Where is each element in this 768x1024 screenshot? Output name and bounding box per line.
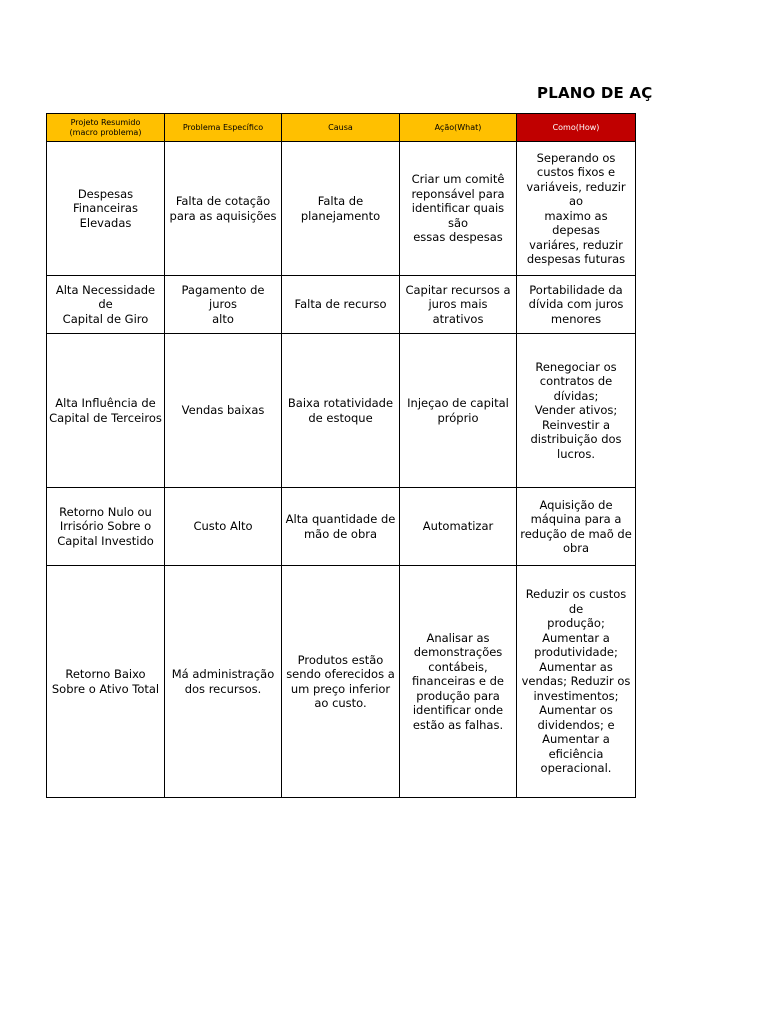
cell-problema: Falta de cotação para as aquisições	[165, 142, 282, 276]
cell-problema: Custo Alto	[165, 488, 282, 566]
table-row	[47, 488, 636, 566]
table-row	[47, 566, 636, 798]
header-projeto-resumido: Projeto Resumido (macro problema)	[47, 114, 165, 142]
cell-como: Reduzir os custos de produção; Aumentar a produtividade; Aumentar as vendas; Reduzir os investimentos; Aumentar os dividendos; e Aumentar a eficiência operacional.	[517, 566, 636, 798]
cell-problema: Vendas baixas	[165, 334, 282, 488]
table-row	[47, 334, 636, 488]
cell-projeto: Alta Necessidade de Capital de Giro	[47, 276, 165, 334]
cell-causa: Falta de recurso	[282, 276, 400, 334]
action-plan-table	[46, 113, 636, 798]
cell-projeto: Retorno Baixo Sobre o Ativo Total	[47, 566, 165, 798]
header-como-how: Como(How)	[517, 114, 636, 142]
cell-como: Portabilidade da dívida com juros menores	[517, 276, 636, 334]
cell-causa: Falta de planejamento	[282, 142, 400, 276]
header-row	[47, 114, 636, 142]
cell-como: Seperando os custos fixos e variáveis, reduzir ao maximo as depesas variáres, reduzir despesas futuras	[517, 142, 636, 276]
header-problema-especifico: Problema Específico	[165, 114, 282, 142]
cell-acao: Criar um comitê reponsável para identificar quais são essas despesas	[400, 142, 517, 276]
table-row	[47, 142, 636, 276]
page-title: PLANO DE AÇ	[537, 84, 653, 102]
cell-problema: Má administração dos recursos.	[165, 566, 282, 798]
cell-projeto: Alta Influência de Capital de Terceiros	[47, 334, 165, 488]
header-acao-what: Ação(What)	[400, 114, 517, 142]
cell-projeto: Despesas Financeiras Elevadas	[47, 142, 165, 276]
cell-como: Aquisição de máquina para a redução de maõ de obra	[517, 488, 636, 566]
cell-projeto: Retorno Nulo ou Irrisório Sobre o Capital Investido	[47, 488, 165, 566]
cell-como: Renegociar os contratos de dívidas; Vender ativos; Reinvestir a distribuição dos lucros.	[517, 334, 636, 488]
cell-acao: Capitar recursos a juros mais atrativos	[400, 276, 517, 334]
cell-causa: Alta quantidade de mão de obra	[282, 488, 400, 566]
cell-acao: Analisar as demonstrações contábeis, financeiras e de produção para identificar onde estão as falhas.	[400, 566, 517, 798]
cell-acao: Injeçao de capital próprio	[400, 334, 517, 488]
cell-acao: Automatizar	[400, 488, 517, 566]
cell-causa: Produtos estão sendo oferecidos a um preço inferior ao custo.	[282, 566, 400, 798]
table-row	[47, 276, 636, 334]
header-causa: Causa	[282, 114, 400, 142]
cell-problema: Pagamento de juros alto	[165, 276, 282, 334]
cell-causa: Baixa rotatividade de estoque	[282, 334, 400, 488]
